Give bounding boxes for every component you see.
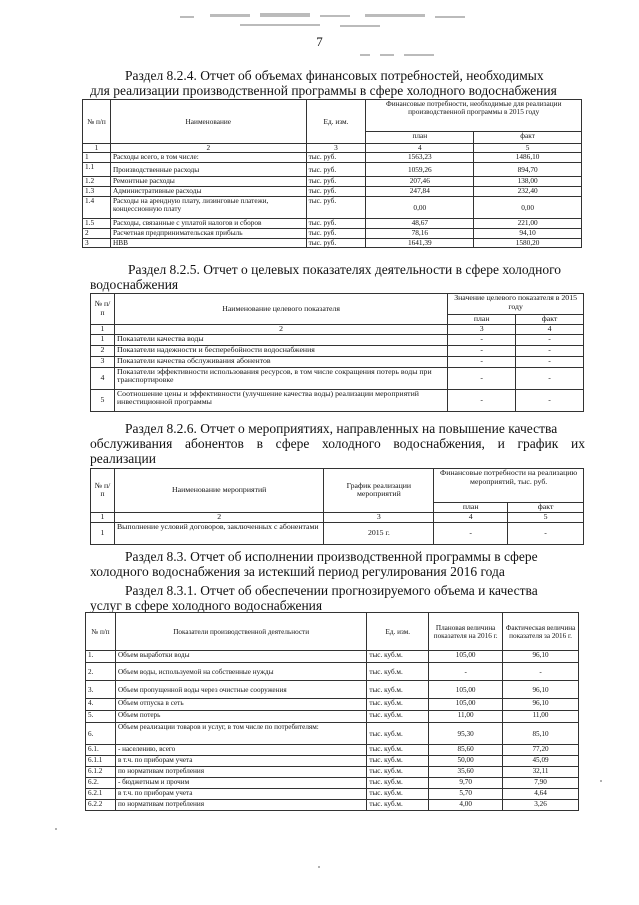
header-unit: Ед. изм. (367, 613, 429, 651)
section-8-3-1-heading: Раздел 8.3.1. Отчет об обеспечении прогнозируемого объема и качества услуг в сфере холодного водоснабжения (90, 583, 538, 613)
scan-noise (180, 10, 480, 36)
header-plan: Плановая величина показателя на 2016 г. (429, 613, 503, 651)
header-name: Показатели производственной деятельности (115, 613, 366, 651)
scan-speck (600, 780, 602, 782)
header-fact: Фактическая величина показателя за 2016 г. (503, 613, 579, 651)
scan-speck (318, 866, 320, 868)
table-row: 6.1.1 в т.ч. по приборам учета тыс. куб.м. 50,00 45,09 (86, 756, 579, 767)
header-value: Значение целевого показателя в 2015 году (448, 294, 584, 315)
colnum-row: 1 2 3 4 5 (91, 512, 584, 522)
header-name: Наименование (110, 100, 306, 144)
header-plan: план (366, 132, 474, 144)
section-8-2-5-heading: Раздел 8.2.5. Отчет о целевых показателях деятельности в сфере холодного водоснабжения (90, 262, 562, 292)
table-row: 6.1. - населению, всего тыс. куб.м. 85,60 77,20 (86, 745, 579, 756)
table-row: 5. Объем потерь тыс. куб.м. 11,00 11,00 (86, 711, 579, 723)
header-fact: факт (474, 132, 582, 144)
header-num: № п/п (83, 100, 111, 144)
page-number: 7 (316, 34, 323, 49)
table-row: 1.5 Расходы, связанные с уплатой налогов и сборов тыс. руб. 48,67 221,00 (83, 219, 582, 229)
service-measures-table (90, 468, 584, 545)
table-row: 1 Показатели качества воды - - (91, 334, 584, 345)
header-name: Наименование мероприятий (114, 469, 324, 513)
target-indicators-table (90, 293, 584, 412)
table-row: 3. Объем пропущенной воды через очистные сооружения тыс. куб.м. 105,00 96,10 (86, 681, 579, 699)
header-fin: Финансовые потребности на реализацию мероприятий, тыс. руб. (434, 469, 584, 503)
table-row: 1.3 Административные расходы тыс. руб. 247,84 232,40 (83, 187, 582, 197)
header-fin: Финансовые потребности, необходимые для реализации производственной программы в 2015 году (366, 100, 582, 132)
colnum-row: 1 2 3 4 (91, 324, 584, 334)
table-row: 2 Показатели надежности и бесперебойности водоснабжения - - (91, 345, 584, 356)
table-row: 3 Показатели качества обслуживания абонентов - - (91, 356, 584, 367)
scan-speck (55, 828, 57, 830)
section-8-2-4-heading: Раздел 8.2.4. Отчет об объемах финансовых потребностей, необходимых для реализации производственной программы в сфере холодного водоснабжения (90, 68, 557, 98)
header-name: Наименование целевого показателя (114, 294, 447, 325)
section-8-3-heading: Раздел 8.3. Отчет об исполнении производственной программы в сфере холодного водоснабжения за истекший период регулирования 2016 года (90, 549, 538, 579)
header-schedule: График реализации мероприятий (324, 469, 434, 513)
table-row: 1.4 Расходы на арендную плату, лизинговые платежи, концессионную плату тыс. руб. 0,00 0,00 (83, 197, 582, 219)
table-row: 6.2.1 в т.ч. по приборам учета тыс. куб.м. 5,70 4,64 (86, 789, 579, 800)
table-row: 6.1.2 по нормативам потребления тыс. куб.м. 35,60 32,11 (86, 767, 579, 778)
table-row: 3 НВВ тыс. руб. 1641,39 1580,20 (83, 239, 582, 248)
header-fact: факт (516, 315, 584, 325)
table-row: 2. Объем воды, используемой на собственные нужды тыс. куб.м. - - (86, 663, 579, 681)
table-row: 1 Расходы всего, в том числе: тыс. руб. 1563,23 1486,10 (83, 153, 582, 163)
section-8-2-6-heading: Раздел 8.2.6. Отчет о мероприятиях, направленных на повышение качества обслуживания абонентов в сфере холодного водоснабжения, и график их реализации (90, 421, 585, 466)
header-num: № п/п (86, 613, 116, 651)
table-row: 6. Объем реализации товаров и услуг, в том числе по потребителям: тыс. куб.м. 95,30 85,10 (86, 723, 579, 745)
table-row: 4 Показатели эффективности использования ресурсов, в том числе сокращения потерь воды при транспортировке - - (91, 367, 584, 389)
header-plan: план (448, 315, 516, 325)
scan-noise (360, 52, 440, 58)
table-row: 6.2.2 по нормативам потребления тыс. куб.м. 4,00 3,26 (86, 800, 579, 811)
header-fact: факт (508, 503, 584, 513)
table-row: 1.1 Производственные расходы тыс. руб. 1059,26 894,70 (83, 163, 582, 177)
table-row: 5 Соотношение цены и эффективности (улучшение качества воды) реализации мероприятий инвестиционной программы - - (91, 389, 584, 411)
table-row: 1. Объем выработки воды тыс. куб.м. 105,00 96,10 (86, 651, 579, 663)
header-num: № п/п (91, 469, 115, 513)
table-row: 1 Выполнение условий договоров, заключенных с абонентами 2015 г. - - (91, 522, 584, 544)
header-num: № п/п (91, 294, 115, 325)
table-row: 1.2 Ремонтные расходы тыс. руб. 207,46 138,00 (83, 177, 582, 187)
table-row: 4. Объем отпуска в сеть тыс. куб.м. 105,00 96,10 (86, 699, 579, 711)
production-indicators-table (85, 612, 579, 811)
header-unit: Ед. изм. (306, 100, 366, 144)
header-plan: план (434, 503, 508, 513)
table-row: 2 Расчетная предпринимательская прибыль тыс. руб. 78,16 94,10 (83, 229, 582, 239)
colnum-row: 1 2 3 4 5 (83, 144, 582, 153)
financial-needs-table (82, 99, 582, 248)
table-row: 6.2. - бюджетным и прочим тыс. куб.м. 9,70 7,90 (86, 778, 579, 789)
